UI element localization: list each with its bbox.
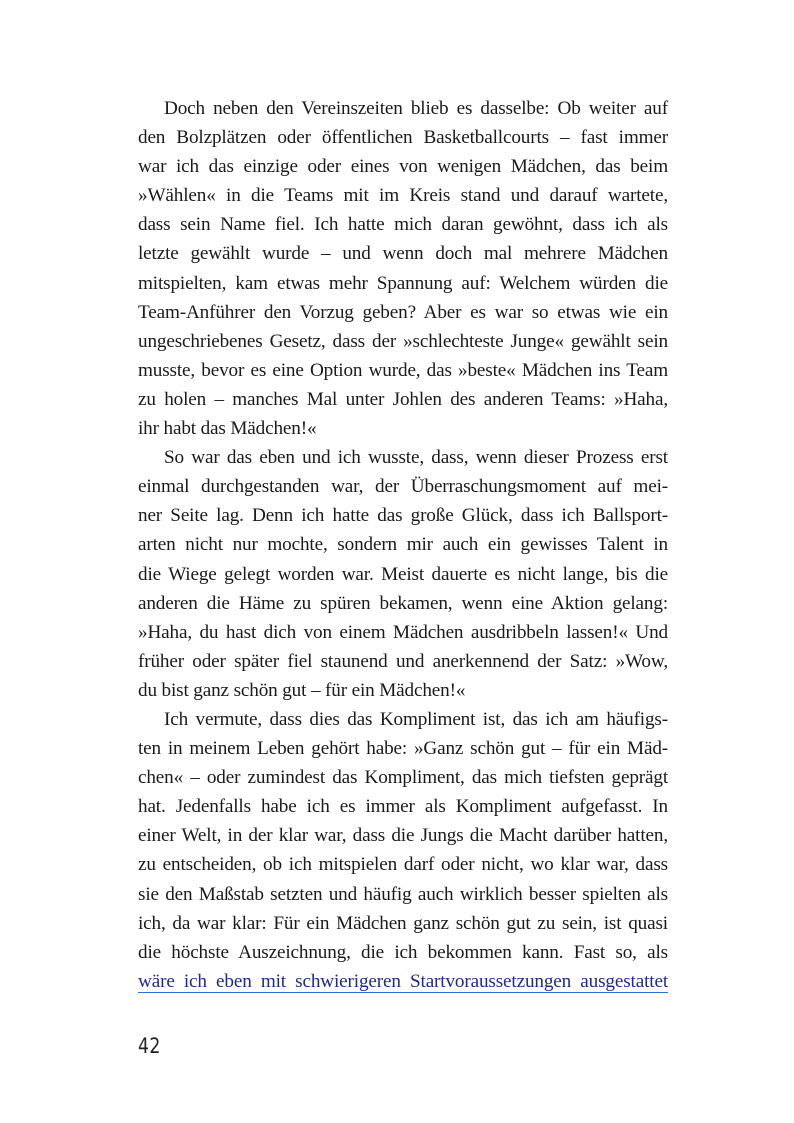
text-line: war ich das einzige oder eines von wenigen Mädchen, das beim — [138, 156, 668, 178]
text-line: sie den Maßstab setzten und häufig auch wirklich besser spielten als — [138, 883, 668, 905]
text-line: mitspielten, kam etwas mehr Spannung auf: Welchem würden die — [138, 272, 668, 294]
text-line: So war das eben und ich wusste, dass, wenn dieser Prozess erst — [164, 447, 668, 469]
text-line: ich, da war klar: Für ein Mädchen ganz schön gut zu sein, ist quasi — [138, 912, 668, 934]
text-line: früher oder später fiel staunend und anerkennend der Satz: »Wow, — [138, 650, 668, 672]
text-line: zu entscheiden, ob ich mitspielen darf oder nicht, wo klar war, dass — [138, 854, 668, 876]
text-line: Doch neben den Vereinszeiten blieb es dasselbe: Ob weiter auf — [164, 98, 668, 119]
text-line: chen« – oder zumindest das Kompliment, das mich tiefsten geprägt — [138, 767, 668, 789]
text-line: Ich vermute, dass dies das Kompliment ist, das ich am häufigs- — [164, 708, 668, 730]
paragraph-1 — [138, 94, 668, 443]
page-body — [138, 94, 668, 996]
hyperlink-line[interactable]: wäre ich eben mit schwierigeren Startvoraussetzungen ausgestattet — [138, 970, 668, 992]
text-line: einer Welt, in der klar war, dass die Jungs die Macht darüber hatten, — [138, 825, 668, 847]
text-line: dass sein Name fiel. Ich hatte mich daran gewöhnt, dass ich als — [138, 214, 668, 236]
text-line: einmal durchgestanden war, der Überraschungsmoment auf mei- — [138, 476, 668, 498]
text-line: ten in meinem Leben gehört habe: »Ganz schön gut – für ein Mäd- — [138, 738, 668, 760]
text-line: ner Seite lag. Denn ich hatte das große Glück, dass ich Ballsport- — [138, 505, 668, 527]
text-line: ungeschriebenes Gesetz, dass der »schlechteste Junge« gewählt sein — [138, 330, 668, 352]
text-line: ihr habt das Mädchen!« — [138, 418, 317, 440]
paragraph-2 — [138, 443, 668, 705]
text-line: die Wiege gelegt worden war. Meist dauerte es nicht lange, bis die — [138, 563, 668, 585]
text-line: »Haha, du hast dich von einem Mädchen ausdribbeln lassen!« Und — [138, 621, 668, 643]
text-line: letzte gewählt wurde – und wenn doch mal mehrere Mädchen — [138, 243, 668, 265]
page-number: 42 — [138, 1034, 161, 1058]
text-line: die höchste Auszeichnung, die ich bekommen kann. Fast so, als — [138, 941, 668, 963]
text-line: hat. Jedenfalls habe ich es immer als Kompliment aufgefasst. In — [138, 796, 668, 818]
text-line: du bist ganz schön gut – für ein Mädchen!« — [138, 679, 466, 701]
text-line: musste, bevor es eine Option wurde, das »beste« Mädchen ins Team — [138, 359, 668, 381]
text-line: Team-Anführer den Vorzug geben? Aber es war so etwas wie ein — [138, 301, 668, 323]
text-line: den Bolzplätzen oder öffentlichen Basketballcourts – fast immer — [138, 127, 668, 149]
text-line: »Wählen« in die Teams mit im Kreis stand und darauf wartete, — [138, 185, 668, 207]
paragraph-3 — [138, 705, 668, 996]
text-line: anderen die Häme zu spüren bekamen, wenn eine Aktion gelang: — [138, 592, 668, 614]
text-line: arten nicht nur mochte, sondern mir auch ein gewisses Talent in — [138, 534, 668, 556]
text-line: zu holen – manches Mal unter Johlen des anderen Teams: »Haha, — [138, 388, 668, 410]
